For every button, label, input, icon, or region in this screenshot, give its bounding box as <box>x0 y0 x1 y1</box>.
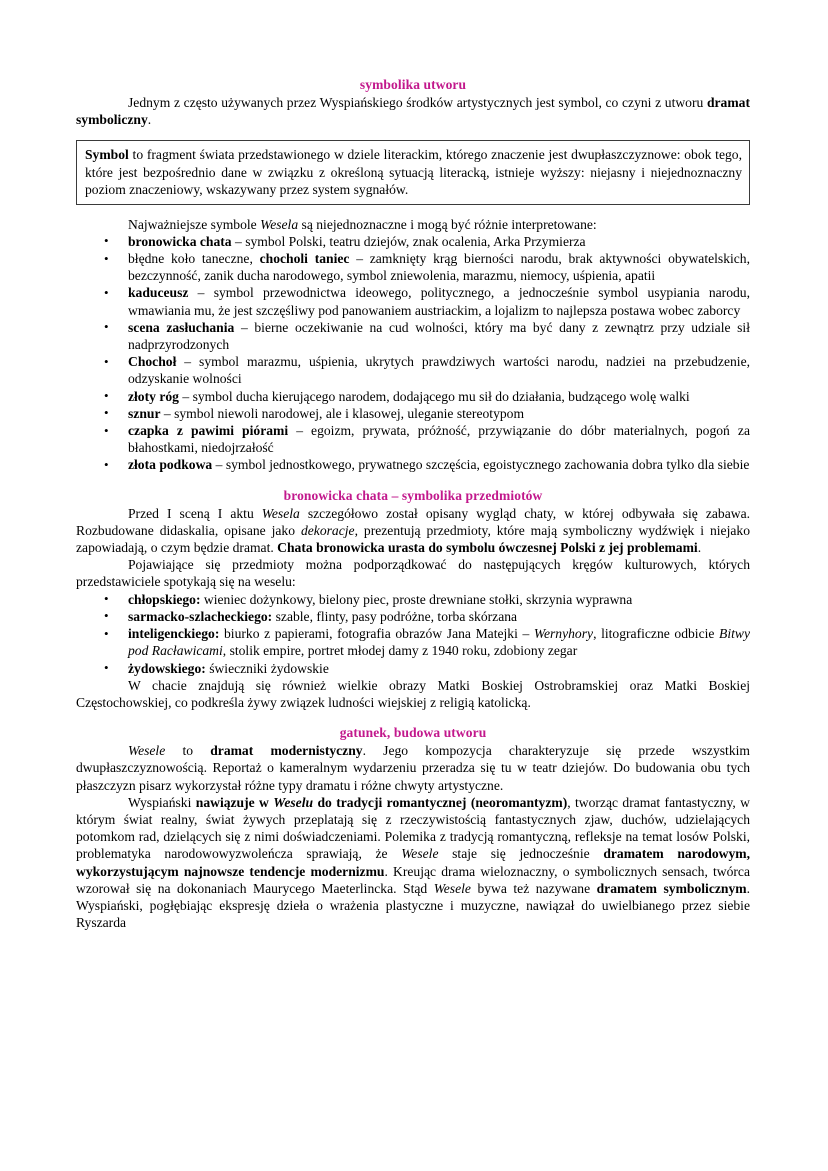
section-heading-gatunek: gatunek, budowa utworu <box>339 725 487 741</box>
list-item: • Chochoł – symbol marazmu, uśpienia, ukrytych prawdziwych wartości narodu, nadziei na przebudzenie, odzyskanie wolności <box>76 353 750 387</box>
intro-paragraph: Jednym z często używanych przez Wyspiańskiego środków artystycznych jest symbol, co czyni z utworu dramat symboliczny. <box>76 95 750 128</box>
list-item: • inteligenckiego: biurko z papierami, fotografia obrazów Jana Matejki – Wernyhory, litograficzne odbicie Bitwy pod Racławicami, stolik empire, portret młodej damy z 1940 roku, zdobiony zegar <box>76 625 750 659</box>
symbols-list-lead: Najważniejsze symbole Wesela są niejednoznaczne i mogą być różnie interpretowane: <box>128 216 597 232</box>
list-item: • scena zasłuchania – bierne oczekiwanie na cud wolności, który ma być dany z zewnątrz przy udziale sił nadprzyrodzonych <box>76 319 750 353</box>
list-item: • złota podkowa – symbol jednostkowego, prywatnego szczęścia, egoistycznego zachowania dobra tylko dla siebie <box>76 456 750 473</box>
cultural-circles-bullet-list <box>76 591 750 677</box>
list-item: • czapka z pawimi piórami – egoizm, prywata, próżność, przywiązanie do dóbr materialnych, pogoń za błahostkami, niedojrzałość <box>76 422 750 456</box>
section-heading-bronowicka-chata: bronowicka chata – symbolika przedmiotów <box>283 487 543 503</box>
list-item: • bronowicka chata – symbol Polski, teatru dziejów, znak ocalenia, Arka Przymierza <box>76 233 750 250</box>
chata-paragraph-2: Pojawiające się przedmioty można podporządkować do następujących kręgów kulturowych, których przedstawiciele spotykają się na weselu: <box>76 557 750 590</box>
list-item: • błędne koło taneczne, chocholi taniec – zamknięty krąg bierności narodu, brak aktywności obywatelskich, bezczynność, zanik ducha narodowego, symbol zniewolenia, marazmu, niemocy, uśpienia, apatii <box>76 250 750 284</box>
chata-closing-paragraph: W chacie znajdują się również wielkie obrazy Matki Boskiej Ostrobramskiej oraz Matki Boskiej Częstochowskiej, co podkreśla żywy związek ludności wiejskiej z religią katolicką. <box>76 677 750 710</box>
gatunek-paragraph-2: Wyspiański nawiązuje w Weselu do tradycji romantycznej (neoromantyzm), tworząc dramat fantastyczny, w którym świat realny, świat żywych przeplatają się z rzeczywistością fantastycznych zjaw, duchów, udzielających potomkom rad, dzielących się z nimi doświadczeniami. Polemika z tradycją romantyczną, refleksje na temat losów Polski, problematyka narodowowyzwoleńcza sprawiają, że Wesele staje się jednocześnie dramatem narodowym, wykorzystującym najnowsze tendencje modernizmu. Kreując drama wieloznaczny, o symbolicznych sensach, twórca wzorował się na dokonaniach Maurycego Maeterlincka. Stąd Wesele bywa też nazywane dramatem symbolicznym. Wyspiański, pogłębiając ekspresję dzieła o wrażenia plastyczne i muzyczne, nawiązał do uwielbianego przez siebie Ryszarda <box>76 794 750 931</box>
gatunek-paragraph-1: Wesele to dramat modernistyczny. Jego kompozycja charakteryzuje się przede wszystkim dwupłaszczyznowością. Reportaż o kameralnym wydarzeniu przeradza się tu w teatr dziejów. Do budowania obu tych płaszczyzn pisarz wykorzystał różne typy dramatu i różne chwyty artystyczne. <box>76 743 750 793</box>
list-item: • sarmacko-szlacheckiego: szable, flinty, pasy podróżne, torba skórzana <box>76 608 750 625</box>
symbols-bullet-list <box>76 233 750 474</box>
chata-paragraph-1: Przed I sceną I aktu Wesela szczegółowo został opisany wygląd chaty, w której odbywała się zabawa. Rozbudowane didaskalia, opisane jako dekoracje, prezentują przedmioty, które mają symboliczny wydźwięk i niejako zapowiadają, o czym będzie dramat. Chata bronowicka urasta do symbolu ówczesnej Polski z jej problemami. <box>76 505 750 556</box>
section-heading-symbolika: symbolika utworu <box>359 77 467 92</box>
list-item: • chłopskiego: wieniec dożynkowy, bielony piec, proste drewniane stołki, skrzynia wyprawna <box>76 591 750 608</box>
list-item: • sznur – symbol niewoli narodowej, ale i klasowej, uleganie stereotypom <box>76 405 750 422</box>
list-item: • kaduceusz – symbol przewodnictwa ideowego, politycznego, a jednocześnie symbol usypiania narodu, wmawiania mu, że jest szczęśliwy pod panowaniem austriackim, a lojalizm to najlepsza postawa wobec zaborcy <box>76 284 750 318</box>
list-item: • złoty róg – symbol ducha kierującego narodem, dodającego mu sił do działania, budzącego wolę walki <box>76 388 750 405</box>
definition-text: Symbol to fragment świata przedstawionego w dziele literackim, którego znaczenie jest dwupłaszczyznowe: obok tego, które jest bezpośrednio dane w związku z określoną sytuacją literacką, istnieje wyższy: niejasny i niejednoznaczny poziom znaczeniowy, wskazywany przez system sygnałów. <box>85 147 742 198</box>
definition-box <box>76 140 750 204</box>
list-item: • żydowskiego: świeczniki żydowskie <box>76 660 750 677</box>
